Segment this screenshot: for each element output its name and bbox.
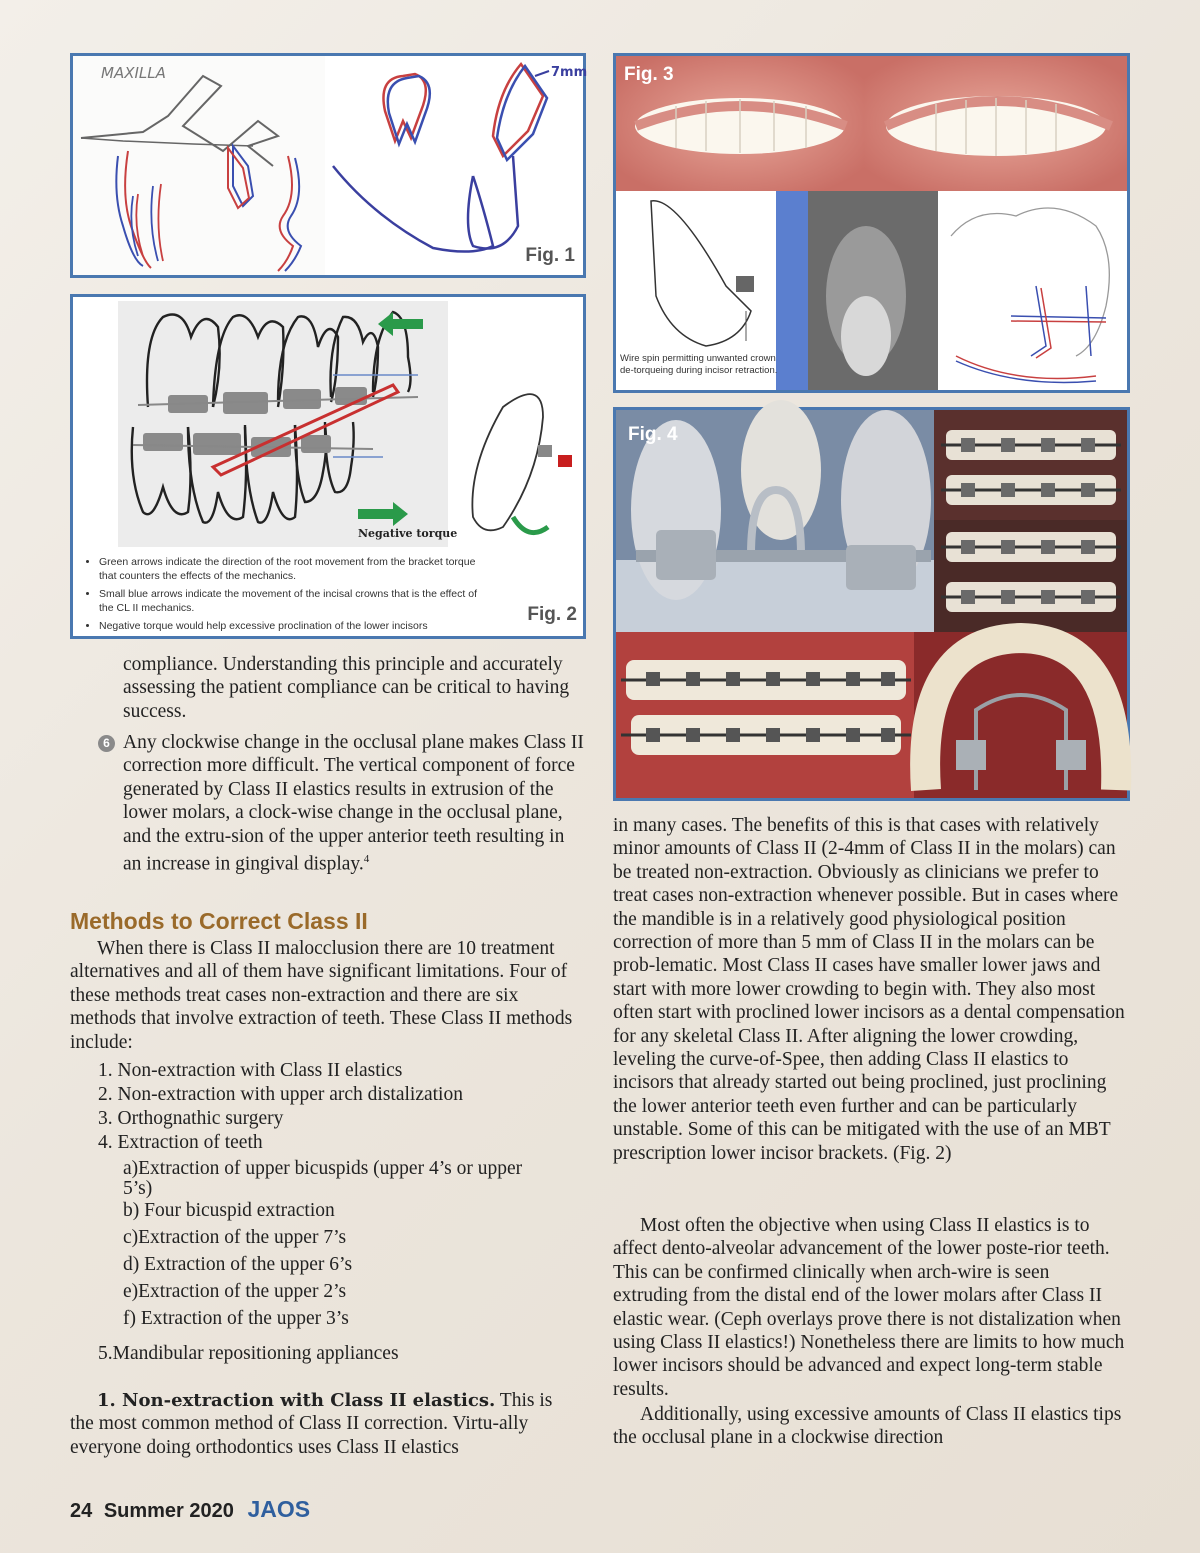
right-paragraph-2: Most often the objective when using Class II elastics is to affect dento-alveolar advancement of the lower poste-rior teeth. This can be confirmed clinically when arch-wire is seen extruding from the distal end of the lower molars after Class II elastic wear. (Ceph overlays prove there is not distalization when using Class II elastics!) Nonetheless there are limits to how much lower incisors should be advanced and expect long-term stable results. (613, 1215, 1125, 1400)
page-footer (70, 1496, 310, 1523)
figure-2-bullet: • Small blue arrows indicate the movement of the incisal crowns that is the effect of the CL II mechanics. (99, 587, 479, 615)
figure-3 (613, 53, 1130, 393)
figure-2-bullet: • Negative torque would help excessive proclination of the lower incisors (99, 619, 479, 633)
figure-3-illustration (616, 56, 1127, 390)
figure-2-illustration (73, 297, 583, 547)
sub-methods-list (123, 1159, 553, 1336)
maxilla-note: MAXILLA (101, 64, 166, 82)
sub-method-item: a)Extraction of upper bicuspids (upper 4’s or upper 5’s) (123, 1158, 523, 1199)
continued-paragraph: compliance. Understanding this principle and accurately assessing the patient compliance can be critical to having success. (123, 654, 570, 722)
intro-paragraph: When there is Class II malocclusion there are 10 treatment alternatives and all of them have significant limitations. Four of these methods treat cases non-extraction and there are six methods that involve extraction of teeth. These Class II methods include: (70, 938, 573, 1053)
figure-4-illustration (616, 410, 1127, 798)
figure-1-illustration (73, 56, 588, 275)
issue-date: Summer 2020 (103, 1500, 234, 1522)
point-6: 6 Any clockwise change in the occlusal plane makes Class II correction more difficult. The vertical component of force generated by Class II elastics results in extrusion of the lower molars, a clock-wise change in the occlusal plane, and the extru-sion of the upper anterior teeth resulting in an increase in gingival display.$^4$ (123, 731, 587, 876)
method-1-paragraph: 1. Non-extraction with Class II elastics. This is the most common method of Class II correction. Virtu-ally everyone doing orthodontics uses Class II elastics (70, 1390, 553, 1458)
figure-1 (70, 53, 586, 278)
fig-2-label: Fig. 2 (527, 604, 577, 625)
page-number: 24 (70, 1500, 93, 1522)
figure-2 (70, 294, 586, 639)
journal-name: JAOS (247, 1496, 311, 1522)
sub-method-item: c)Extraction of the upper 7’s (123, 1227, 347, 1248)
right-paragraph-1: in many cases. The benefits of this is that cases with relatively minor amounts of Class II (2-4mm of Class II in the molars) can be treated non-extraction. Obviously as clinicians we prefer to treat cases non-extraction whenever possible. But in cases where the mandible is in a relatively good physiological position correction of more than 5 mm of Class II in the molars can be prob-lematic. Most Class II cases have smaller lower jaws and start with more lower crowding to begin with. They also most often start with proclined lower incisors as a dental compensation for any skeletal Class II. After aligning the lower crowding, leveling the curve-of-Spee, then adding Class II elastics to incisors that already started out being proclined, just proclining the lower anterior teeth even further and can be particularly unstable. Some of this can be mitigated with the use of an MBT prescription lower incisor brackets. (Fig. 2) (613, 815, 1125, 1164)
sub-method-item: d) Extraction of the upper 6’s (123, 1254, 353, 1275)
figure-3-caption: Wire spin permitting unwanted crown de-torqueing during incisor retraction. (620, 353, 778, 376)
reference-4: 4 (363, 853, 370, 866)
method-1-heading: 1. Non-extraction with Class II elastics. (97, 1390, 496, 1411)
method-5: 5.Mandibular repositioning appliances (98, 1343, 399, 1364)
method-item: 2. Non-extraction with upper arch distalization (98, 1084, 463, 1105)
sub-method-item: f) Extraction of the upper 3’s (123, 1308, 349, 1329)
right-paragraph-3: Additionally, using excessive amounts of Class II elastics tips the occlusal plane in a clockwise direction (613, 1404, 1122, 1449)
sub-method-item: e)Extraction of the upper 2’s (123, 1281, 347, 1302)
negative-torque-label: Negative torque (358, 527, 458, 540)
section-heading: Methods to Correct Class II (70, 908, 368, 934)
fig-1-label: Fig. 1 (525, 245, 575, 266)
method-item: 4. Extraction of teeth (98, 1132, 263, 1153)
figure-4 (613, 407, 1130, 801)
method-item: 1. Non-extraction with Class II elastics (98, 1060, 403, 1081)
methods-list (98, 1059, 463, 1155)
figure-2-bullet: • Green arrows indicate the direction of the root movement from the bracket torque that counters the effects of the mechanics. (99, 555, 479, 583)
figure-2-bullets (79, 555, 479, 633)
sub-method-item: b) Four bicuspid extraction (123, 1200, 335, 1221)
method-item: 3. Orthognathic surgery (98, 1108, 284, 1129)
point-6-number: 6 (98, 735, 115, 752)
fig-3-label: Fig. 3 (624, 64, 674, 85)
fig-4-label: Fig. 4 (628, 424, 678, 445)
measurement-7mm: 7mm (551, 65, 588, 80)
